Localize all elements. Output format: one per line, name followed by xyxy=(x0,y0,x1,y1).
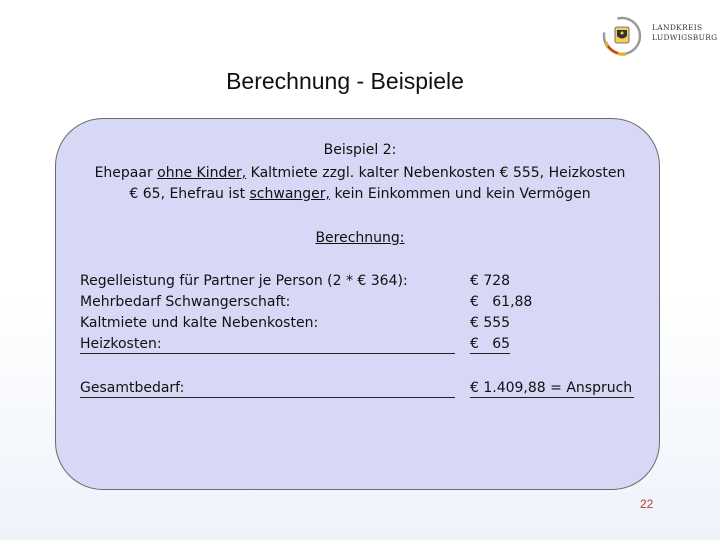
row-value-heizkosten: € 65 xyxy=(470,336,511,352)
example-description xyxy=(70,163,650,205)
heizkosten-underline xyxy=(80,353,455,354)
row-label-heizkosten: Heizkosten: xyxy=(80,336,162,352)
desc-line1-part1: Ehepaar xyxy=(94,165,158,181)
page-title: Berechnung - Beispiele xyxy=(226,68,464,94)
landkreis-emblem-icon xyxy=(600,14,644,58)
row-label-mehrbedarf: Mehrbedarf Schwangerschaft: xyxy=(80,294,291,310)
total-value-underline xyxy=(470,397,634,398)
page-number: 22 xyxy=(640,497,654,511)
row-label-regelleistung: Regelleistung für Partner je Person (2 * € 364): xyxy=(80,273,408,289)
desc-line2-part1: € 65, Ehefrau ist xyxy=(129,186,250,202)
heizkosten-value-underline xyxy=(470,353,510,354)
calculation-heading: Berechnung: xyxy=(315,230,405,246)
desc-line1-underlined: ohne Kinder, xyxy=(157,165,247,181)
total-label-underline xyxy=(80,397,455,398)
logo-line-2: LUDWIGSBURG xyxy=(652,33,718,42)
row-value-mehrbedarf: € 61,88 xyxy=(470,294,533,310)
total-label: Gesamtbedarf: xyxy=(80,380,185,396)
row-label-kaltmiete: Kaltmiete und kalte Nebenkosten: xyxy=(80,315,319,331)
logo-line-1: LANDKREIS xyxy=(652,23,703,32)
description-line-2 xyxy=(70,184,650,205)
desc-line1-part2: Kaltmiete zzgl. kalter Nebenkosten € 555, Heizkosten xyxy=(246,165,626,181)
row-value-regelleistung: € 728 xyxy=(470,273,511,289)
desc-line2-part2: kein Einkommen und kein Vermögen xyxy=(330,186,591,202)
description-line-1 xyxy=(70,163,650,184)
desc-line2-underlined: schwanger, xyxy=(249,186,330,202)
landkreis-logo xyxy=(600,14,718,58)
row-value-kaltmiete: € 555 xyxy=(470,315,511,331)
example-title: Beispiel 2: xyxy=(323,142,397,158)
total-value: € 1.409,88 = Anspruch xyxy=(470,380,633,396)
